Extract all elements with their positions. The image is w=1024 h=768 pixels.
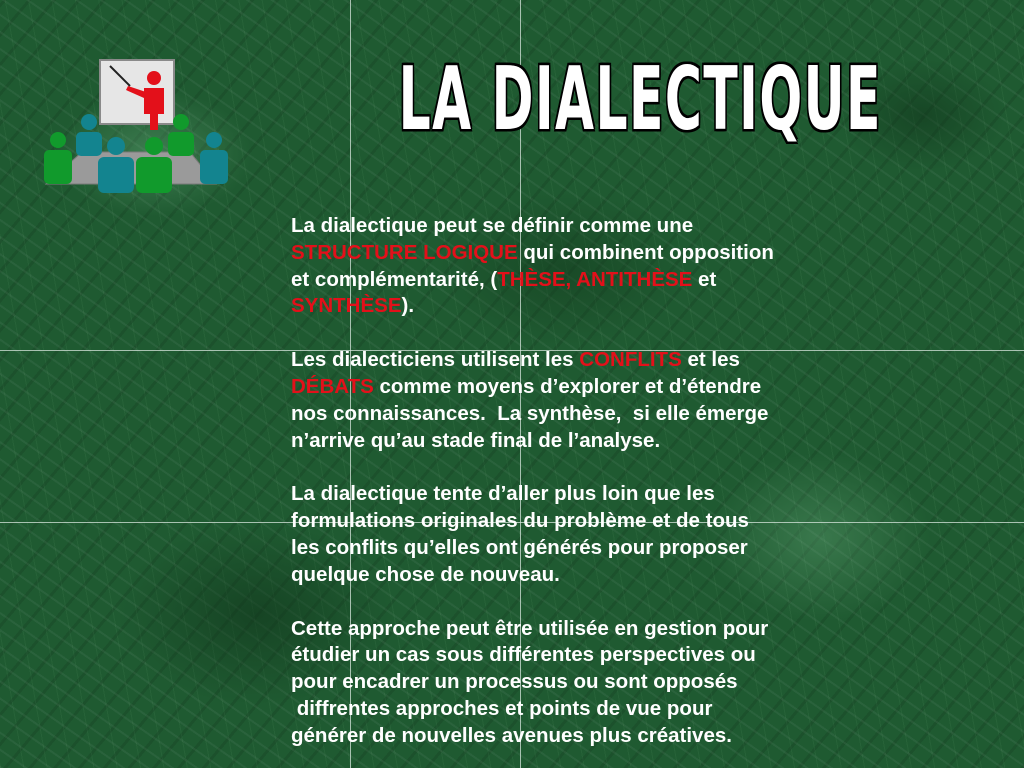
text-fragment: et complémentarité, ( bbox=[291, 267, 498, 291]
text-line: diffrentes approches et points de vue pour bbox=[291, 696, 713, 720]
text-line: formulations originales du problème et de tous bbox=[291, 509, 749, 533]
text-line: générer de nouvelles avenues plus créatives. bbox=[291, 723, 732, 747]
paragraph-aller-plus-loin bbox=[291, 481, 911, 588]
text-line: Cette approche peut être utilisée en gestion pour bbox=[291, 616, 769, 640]
text-line: n’arrive qu’au stade final de l’analyse. bbox=[291, 428, 661, 452]
text-fragment: comme moyens d’explorer et d’étendre bbox=[373, 374, 762, 398]
highlight-debats: DÉBATS bbox=[291, 374, 374, 398]
text-line: La dialectique tente d’aller plus loin que les bbox=[291, 482, 715, 506]
paragraph-gestion bbox=[291, 616, 911, 750]
text-fragment: et les bbox=[681, 348, 740, 372]
highlight-these-antithese: THÈSE, ANTITHÈSE bbox=[497, 267, 693, 291]
paragraph-dialecticiens bbox=[291, 347, 911, 454]
highlight-structure-logique: STRUCTURE LOGIQUE bbox=[291, 240, 518, 264]
highlight-synthese: SYNTHÈSE bbox=[291, 294, 402, 318]
text-fragment: ). bbox=[401, 294, 415, 318]
text-line: étudier un cas sous différentes perspectives ou bbox=[291, 643, 756, 667]
text-fragment: et bbox=[692, 267, 717, 291]
page-title: LA DIALECTIQUE bbox=[398, 47, 882, 151]
text-line: les conflits qu’elles ont générés pour proposer bbox=[291, 535, 748, 559]
text-fragment: Les dialecticiens utilisent les bbox=[291, 348, 580, 372]
paragraph-definition bbox=[291, 213, 911, 320]
text-fragment: qui combinent opposition bbox=[517, 240, 774, 264]
presentation-meeting-icon bbox=[38, 56, 238, 196]
text-body bbox=[291, 213, 911, 750]
highlight-conflits: CONFLITS bbox=[579, 348, 682, 372]
text-line: pour encadrer un processus ou sont opposés bbox=[291, 670, 738, 694]
text-line: quelque chose de nouveau. bbox=[291, 562, 560, 586]
text-line: La dialectique peut se définir comme une bbox=[291, 214, 694, 237]
text-line: nos connaissances. La synthèse, si elle émerge bbox=[291, 401, 769, 425]
